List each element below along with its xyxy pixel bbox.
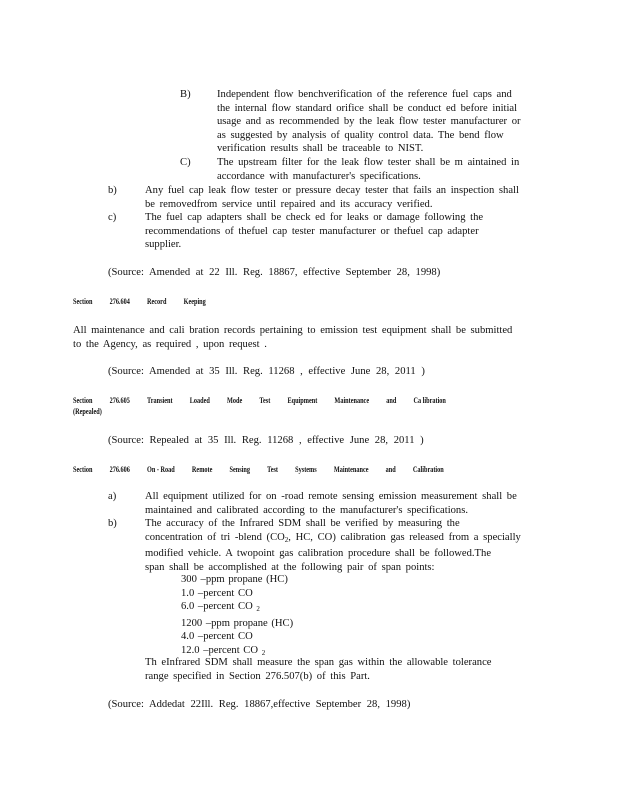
item-label-C: C) xyxy=(180,157,191,168)
source-note: (Source: Amended at 22 Ill. Reg. 18867, effective September 28, 1998) xyxy=(108,267,441,278)
section-heading-604 xyxy=(73,296,223,307)
text-line: span shall be accomplished at the following pair of span points: xyxy=(145,561,435,573)
heading-word: Maintenance xyxy=(334,396,370,405)
text-line: range specified in Section 276.507(b) of this Part. xyxy=(145,670,370,682)
heading-word: Systems xyxy=(295,465,317,474)
text-line: All equipment utilized for on -road remote sensing emission measurement shall be xyxy=(145,491,517,502)
item-C-text xyxy=(217,156,542,183)
text-line: Th eInfrared SDM shall measure the span gas within the allowable tolerance xyxy=(145,657,492,668)
text-line: All maintenance and cali bration records pertaining to emission test equipment shall be submitted xyxy=(73,325,513,336)
text-line: usage and as recommended by the leak flow tester manufacturer or xyxy=(217,116,521,128)
text-line: The accuracy of the Infrared SDM shall be verified by measuring the xyxy=(145,518,460,529)
heading-word: Section xyxy=(73,396,93,405)
item-label-a: a) xyxy=(108,491,117,502)
source-note: (Source: Addedat 22Ill. Reg. 18867,effective September 28, 1998) xyxy=(108,699,411,710)
text-line: The fuel cap adapters shall be check ed for leaks or damage following the xyxy=(145,212,484,223)
source-note: (Source: Amended at 35 Ill. Reg. 11268 , effective June 28, 2011 ) xyxy=(108,366,425,377)
span-point-text: 300 –ppm propane (HC) xyxy=(181,574,288,585)
heading-word: Section xyxy=(73,297,93,306)
heading-word: Record xyxy=(147,297,167,306)
span-point-text: 1200 –ppm propane (HC) xyxy=(181,617,294,629)
heading-word: Keeping xyxy=(183,297,206,306)
text-line: verification results shall be traceable to NIST. xyxy=(217,143,424,155)
text-line: maintained and calibrated according to the manufacturer's specifications. xyxy=(145,504,468,516)
text-line: the internal flow standard orifice shall be conduct ed before initial xyxy=(217,102,518,114)
subscript: 2 xyxy=(284,535,289,544)
span-point xyxy=(181,587,381,601)
item-label-b: b) xyxy=(108,518,117,529)
text-fragment: concentration of tri -blend (CO xyxy=(145,531,285,543)
section-606-item-a xyxy=(145,490,545,517)
section-heading-605-status: (Repealed) xyxy=(73,407,102,416)
text-line: as suggested by analysis of quality control data. The bend flow xyxy=(217,129,504,141)
span-point-text: 4.0 –percent CO xyxy=(181,631,253,643)
span-point-text: 1.0 –percent CO xyxy=(181,587,253,599)
span-points-list xyxy=(181,573,381,661)
heading-word: Test xyxy=(267,465,279,474)
text-line: Any fuel cap leak flow tester or pressure decay tester that fails an inspection shall xyxy=(145,185,519,196)
text-line: be removedfrom service until repaired and its accuracy verified. xyxy=(145,198,433,210)
item-B-text xyxy=(217,88,542,156)
item-label-B: B) xyxy=(180,89,191,100)
span-point xyxy=(181,617,381,631)
heading-word: and xyxy=(385,465,396,474)
section-604-body xyxy=(73,324,543,351)
span-point xyxy=(181,630,381,644)
text-line: recommendations of thefuel cap tester manufacturer or thefuel cap adapter xyxy=(145,225,479,237)
span-point xyxy=(181,600,381,617)
heading-word: 276.605 xyxy=(109,396,130,405)
text-line: to the Agency, as required , upon request . xyxy=(73,338,267,350)
text-line: The upstream filter for the leak flow tester shall be m aintained in xyxy=(217,157,520,168)
heading-word: On - Road xyxy=(147,465,175,474)
section-606-item-b xyxy=(145,517,545,574)
section-heading-606 xyxy=(73,464,461,475)
heading-word: Calibration xyxy=(412,465,444,474)
item-label-c: c) xyxy=(108,212,117,223)
section-heading-605 xyxy=(73,395,463,406)
heading-word: Transient xyxy=(147,396,173,405)
heading-word: and xyxy=(386,396,397,405)
item-b-text xyxy=(145,184,545,211)
heading-word: Remote xyxy=(191,465,213,474)
text-line: modified vehicle. A twopoint gas calibration procedure shall be followed.The xyxy=(145,548,492,560)
heading-word: Equipment xyxy=(287,396,318,405)
text-fragment: , HC, CO) calibration gas released from a specially xyxy=(288,531,521,543)
heading-word: Section xyxy=(73,465,93,474)
heading-word: 276.604 xyxy=(109,297,130,306)
heading-word: Maintenance xyxy=(333,465,369,474)
span-point-text: 6.0 –percent CO xyxy=(181,601,253,613)
heading-word: Test xyxy=(259,396,271,405)
item-c-text xyxy=(145,211,545,252)
heading-word: Sensing xyxy=(229,465,250,474)
heading-word: Loaded xyxy=(189,396,210,405)
item-label-b: b) xyxy=(108,185,117,196)
span-point-text: 12.0 –percent CO xyxy=(181,644,259,656)
span-point xyxy=(181,573,381,587)
text-line xyxy=(145,531,545,548)
text-line: supplier. xyxy=(145,239,182,251)
subscript: 2 xyxy=(261,648,266,657)
text-line: accordance with manufacturer's specifications. xyxy=(217,170,421,182)
section-606-item-b-tail xyxy=(145,656,545,683)
heading-word: Ca libration xyxy=(413,396,446,405)
heading-word: Mode xyxy=(227,396,243,405)
heading-word: 276.606 xyxy=(109,465,130,474)
text-line: Independent flow benchverification of the reference fuel caps and xyxy=(217,89,512,100)
subscript: 2 xyxy=(256,605,260,614)
source-note: (Source: Repealed at 35 Ill. Reg. 11268 , effective June 28, 2011 ) xyxy=(108,435,424,446)
